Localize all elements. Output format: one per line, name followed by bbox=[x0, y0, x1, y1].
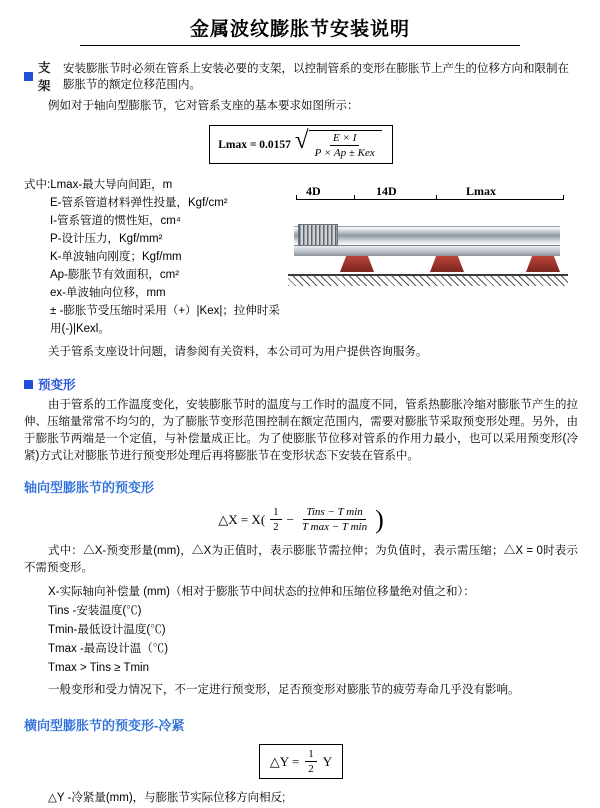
definition-item: E-管系管道材料弹性投量，Kgf/cm² bbox=[50, 197, 228, 209]
lateral-equation-rhs: Y bbox=[322, 753, 333, 769]
definition-item: Ap-膨胀节有效面积，cm² bbox=[50, 269, 180, 281]
section-heading-support bbox=[24, 58, 578, 94]
figure-ground-hatch bbox=[288, 276, 568, 286]
axial-equation-lhs: △X = X( bbox=[218, 511, 266, 527]
lmax-formula-sqrt bbox=[294, 127, 382, 159]
lateral-equation-denominator: 2 bbox=[308, 763, 314, 775]
axial-equation-half-numerator: 1 bbox=[270, 506, 282, 520]
axial-definition-line: Tins -安装温度(℃) bbox=[48, 605, 142, 617]
axial-definition-line: Tmax > Tins ≥ Tmin bbox=[48, 662, 149, 674]
section-support-para1: 安装膨胀节时必须在管系上安装必要的支架，以控制管系的变形在膨胀节上产生的位移方向和限制在膨胀节的额定位移范围内。 bbox=[63, 63, 569, 91]
axial-definition-line: X-实际轴向补偿量 (mm)（相对于膨胀节中间状态的拉伸和压缩位移量绝对值之和）： bbox=[48, 586, 475, 598]
document-content bbox=[0, 58, 600, 808]
axial-equation-temp-fraction bbox=[299, 506, 370, 533]
figure-support-bracket bbox=[526, 256, 560, 272]
page-title: 金属波纹膨胀节安装说明 bbox=[189, 19, 410, 40]
definition-item: 式中:Lmax-最大导向间距，m bbox=[24, 179, 173, 191]
axial-definition-line: Tmin-最低设计温度(℃) bbox=[48, 624, 166, 636]
figure-support-bracket bbox=[340, 256, 374, 272]
lateral-equation-fraction bbox=[305, 748, 317, 775]
axial-equation-rhs: ) bbox=[375, 504, 384, 534]
axial-equation-half-denominator: 2 bbox=[273, 521, 279, 533]
definition-item: I-管系管道的惯性矩，cm⁴ bbox=[50, 215, 181, 227]
figure-label-lmax: Lmax bbox=[466, 184, 496, 198]
axial-equation-minus: − bbox=[286, 511, 294, 527]
blue-square-bullet-icon bbox=[24, 380, 33, 389]
section-heading-predeform-label: 预变形 bbox=[38, 378, 76, 392]
title-divider bbox=[80, 45, 520, 46]
axial-predeform-equation bbox=[24, 506, 578, 533]
definition-item: K-单波轴向刚度；Kgf/mm bbox=[50, 251, 182, 263]
lmax-formula-denominator: P × Ap ± Kex bbox=[314, 147, 375, 159]
lateral-equation-lhs: △Y = bbox=[269, 753, 300, 769]
figure-tick bbox=[296, 195, 297, 200]
lmax-formula bbox=[24, 125, 578, 164]
figure-support-bracket bbox=[430, 256, 464, 272]
section-predeform-para1: 由于管系的工作温度变化，安装膨胀节时的温度与工作时的温度不同，管系热膨胀冷缩对膨胀节产生的拉伸、压缩量常常不均匀的，为了膨胀节变形范围控制在额定范围内，需要对膨胀节采取预变形处理。另外，由于膨胀节两端是一个定值，与补偿量成正比。为了使膨胀节位移对管系的作用力最小，也可以采用预变形(冷紧)方式让对膨胀节进行预变形处理后再将膨胀节在变形状态下安装在管系中。 bbox=[24, 399, 578, 462]
axial-equation-temp-denominator: T max − T min bbox=[302, 521, 368, 533]
figure-pipe-shadow bbox=[294, 246, 560, 256]
sqrt-icon: √ bbox=[294, 127, 309, 154]
axial-equation-half-fraction bbox=[270, 506, 282, 533]
figure-bellows-icon bbox=[298, 224, 338, 246]
figure-tick bbox=[436, 195, 437, 200]
axial-definition-line: 式中：△X-预变形量(mm)，△X为正值时，表示膨胀节需拉伸；为负值时，表示需压缩；△X = 0时表示不需预变形。 bbox=[24, 545, 578, 574]
lmax-formula-numerator: E × I bbox=[330, 132, 359, 146]
definitions-and-figure bbox=[24, 172, 578, 338]
figure-label-4d: 4D bbox=[306, 184, 321, 198]
piping-support-figure bbox=[280, 172, 578, 294]
figure-tick bbox=[563, 195, 564, 200]
definition-item: ± -膨胀节受压缩时采用（+）|Kex|；拉伸时采用(-)|Kexl。 bbox=[50, 305, 280, 335]
lateral-equation-numerator: 1 bbox=[305, 748, 317, 762]
definition-item: ex-单波轴向位移，mm bbox=[50, 287, 166, 299]
blue-square-bullet-icon bbox=[24, 72, 33, 81]
section-heading-predeform bbox=[24, 375, 578, 393]
figure-dimension-line bbox=[296, 199, 564, 200]
document-page bbox=[0, 14, 600, 804]
lmax-formula-lhs: Lmax = 0.0157 bbox=[218, 138, 291, 151]
figure-dimension-labels bbox=[280, 184, 568, 200]
definition-item: P-设计压力，Kgf/mm² bbox=[50, 233, 163, 245]
axial-definition-line: Tmax -最高设计温（℃) bbox=[48, 643, 169, 655]
section-support-closing: 关于管系支座设计问题，请参阅有关资料，本公司可为用户提供咨询服务。 bbox=[48, 346, 428, 358]
axial-predeform-note: 一般变形和受力情况下，不一定进行预变形，足否预变形对膨胀节的疲劳寿命几乎没有影响。 bbox=[48, 684, 520, 696]
section-support-para2: 例如对于轴向型膨胀节，它对管系支座的基本要求如图所示： bbox=[48, 100, 359, 112]
section-heading-support-label: 支架 bbox=[38, 61, 51, 93]
figure-label-14d: 14D bbox=[376, 184, 397, 198]
subsection-heading-axial: 轴向型膨胀节的预变形 bbox=[24, 480, 155, 495]
lateral-coldspring-equation bbox=[24, 744, 578, 779]
lateral-definition-line: △Y -冷紧量(mm)，与膨胀节实际位移方向相反; bbox=[48, 792, 286, 804]
axial-equation-temp-numerator: Tins − T min bbox=[303, 506, 365, 520]
figure-tick bbox=[354, 195, 355, 200]
definitions-list bbox=[24, 176, 280, 338]
subsection-heading-lateral: 横向型膨胀节的预变形-冷紧 bbox=[24, 718, 185, 733]
